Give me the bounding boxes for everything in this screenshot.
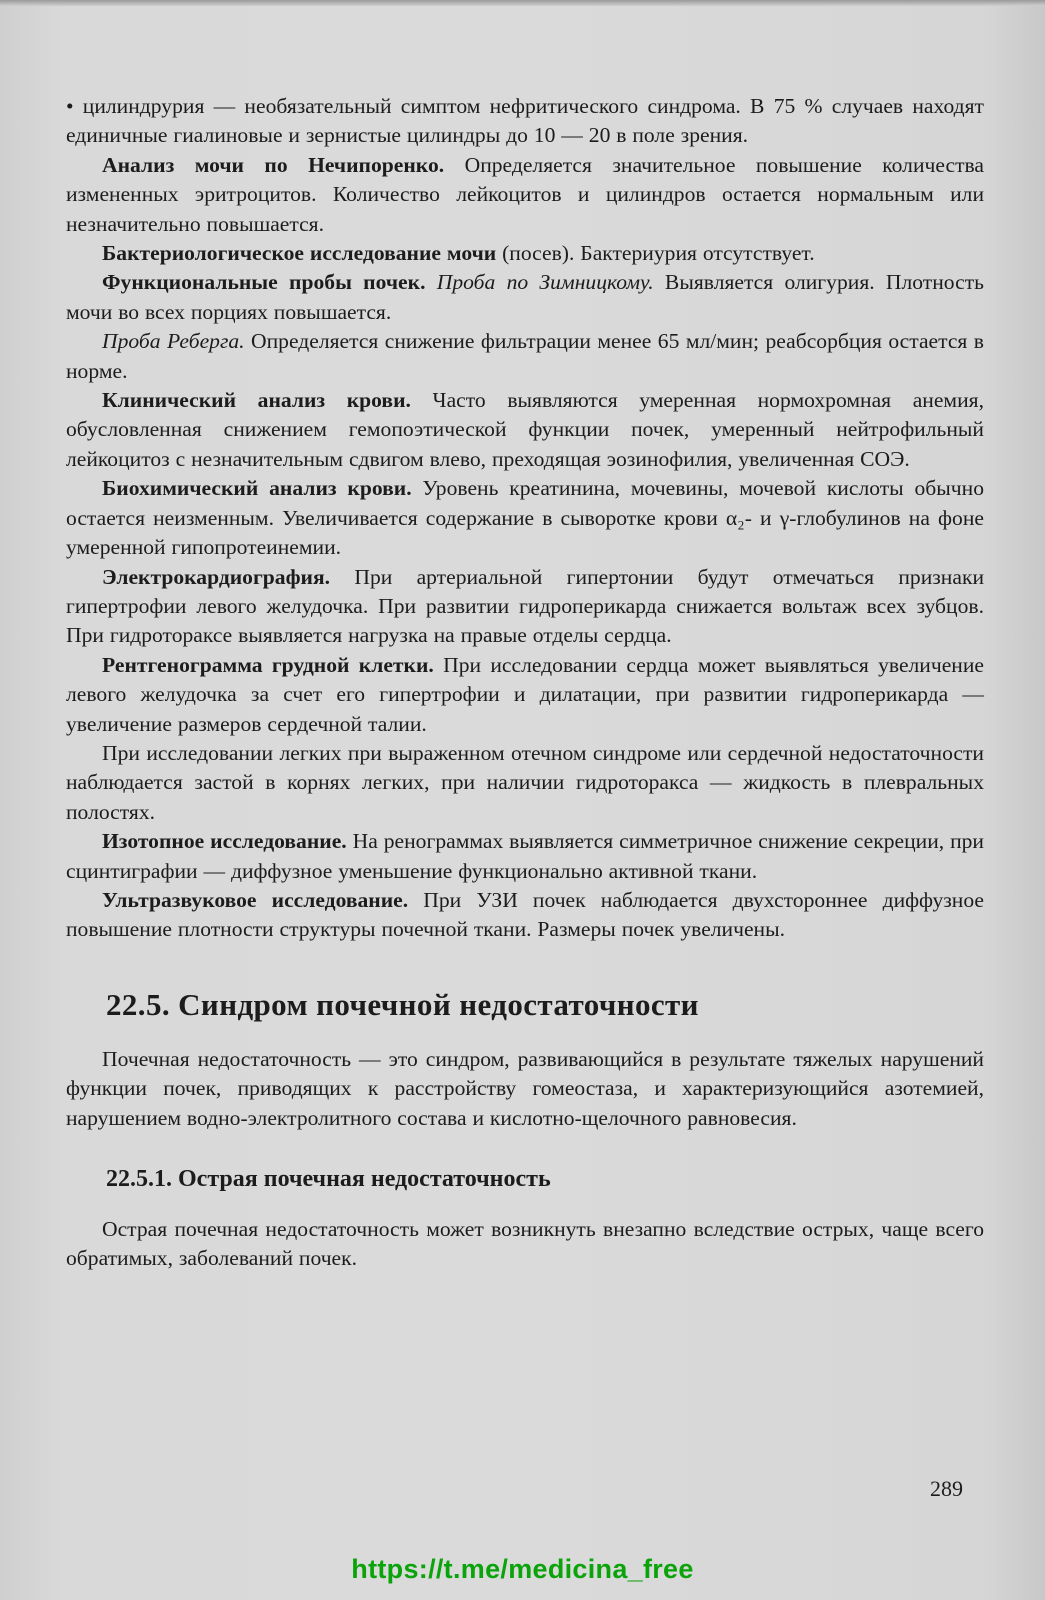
paragraph-isotope — [66, 827, 984, 886]
paragraph-biochemistry — [66, 474, 984, 562]
subsection-intro-paragraph: Острая почечная недостаточность может возникнуть внезапно вследствие острых, чаще всего обратимых, заболеваний почек. — [66, 1217, 984, 1271]
paragraph-cylindruria: • цилиндрурия — необязательный симптом нефритического синдрома. В 75 % случаев находят единичные гиалиновые и зернистые цилиндры до 10 — 20 в поле зрения. — [66, 94, 984, 148]
text-ultrasound: При УЗИ почек наблюдается двухстороннее диффузное повышение плотности структуры почечной ткани. Размеры почек увеличены. — [66, 887, 984, 942]
lead-bacteriology: Бактериологическое исследование мочи — [102, 241, 497, 266]
text-isotope: На ренограммах выявляется симметричное снижение секреции, при сцинтиграфии — диффузное уменьшение функционально активной ткани. — [66, 829, 984, 883]
lead-zimnitsky: Проба по Зимницкому. — [425, 270, 654, 295]
page-content — [66, 92, 984, 1274]
text-bacteriology: (посев). Бактериурия отсутствует. — [496, 241, 815, 266]
lead-reberg: Проба Реберга. — [102, 329, 245, 354]
lead-functional-tests: Функциональные пробы почек. — [102, 270, 426, 295]
lead-ecg: Электрокардиография. — [102, 564, 331, 589]
lead-biochemistry: Биохимический анализ крови. — [102, 476, 412, 501]
text-blood-analysis: Часто выявляются умеренная нормохромная анемия, обусловленная снижением гемопоэтической функции почек, умеренный нейтрофильный лейкоцитоз с незначительным сдвигом влево, преходящая эозинофилия, увеличенная СОЭ. — [66, 388, 984, 471]
subsection-title: 22.5.1. Острая почечная недостаточность — [106, 1166, 551, 1192]
text-functional-tests: Выявляется олигурия. Плотность мочи во всех порциях повышается. — [66, 270, 984, 324]
paragraph-lungs: При исследовании легких при выраженном отечном синдроме или сердечной недостаточности наблюдается застой в корнях легких, при наличии гидроторакса — жидкость в плевральных полостях. — [66, 740, 984, 824]
watermark-link[interactable]: https://t.me/medicina_free — [351, 1554, 694, 1584]
text-reberg: Определяется снижение фильтрации менее 65 мл/мин; реабсорбция остается в норме. — [66, 329, 984, 383]
paragraph-ultrasound — [66, 886, 984, 945]
section-title: 22.5. Синдром почечной недостаточности — [106, 986, 699, 1022]
paragraph-functional-tests — [66, 268, 984, 327]
paragraph-reberg — [66, 327, 984, 386]
text-ecg: При артериальной гипертонии будут отмечаться признаки гипертрофии левого желудочка. При развитии гидроперикарда снижается вольтаж всех зубцов. При гидротораксе выявляется нагрузка на правые отделы сердца. — [66, 564, 984, 648]
text-biochemistry: Уровень креатинина, мочевины, мочевой кислоты обычно остается неизменным. Увеличивается содержание в сыворотке крови α₂- и γ-глобулинов на фоне умеренной гипопротеинемии. — [66, 476, 984, 560]
lead-nechiporenko: Анализ мочи по Нечипоренко. — [102, 152, 445, 177]
section-intro-paragraph: Почечная недостаточность — это синдром, развивающийся в результате тяжелых нарушений функции почек, приводящих к расстройству гомеостаза, и характеризующийся азотемией, нарушением водно-электролитного состава и кислотно-щелочного равновесия. — [66, 1046, 984, 1130]
text-nechiporenko: Определяется значительное повышение количества измененных эритроцитов. Количество лейкоцитов и цилиндров остается нормальным или незначительно повышается. — [66, 152, 984, 236]
paragraph-xray — [66, 651, 984, 739]
paragraph-nechiporenko — [66, 151, 984, 239]
page-number: 289 — [930, 1476, 963, 1501]
lead-isotope: Изотопное исследование. — [102, 829, 347, 854]
lead-ultrasound: Ультразвуковое исследование. — [102, 887, 409, 912]
paragraph-blood-analysis — [66, 386, 984, 474]
lead-xray: Рентгенограмма грудной клетки. — [102, 652, 434, 677]
page-top-edge — [0, 0, 1045, 6]
paragraph-ecg — [66, 563, 984, 651]
lead-blood-analysis: Клинический анализ крови. — [102, 388, 411, 413]
paragraph-bacteriology — [66, 239, 984, 268]
text-xray: При исследовании сердца может выявляться увеличение левого желудочка за счет его гипертрофии и дилатации, при развитии гидроперикарда — увеличение размеров сердечной талии. — [66, 652, 984, 736]
